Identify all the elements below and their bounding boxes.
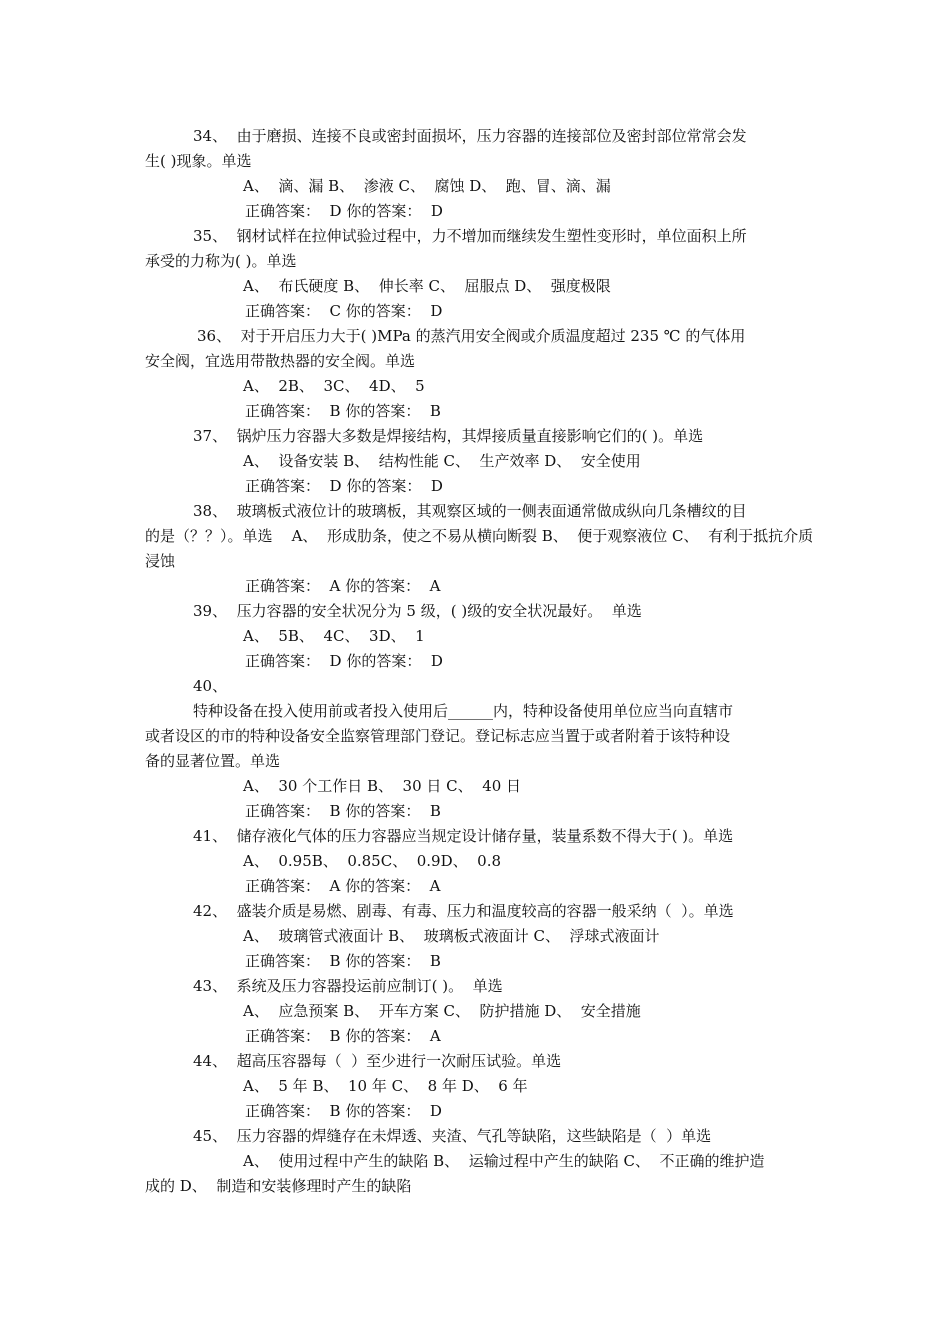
question-text [145,1124,810,1149]
question-42 [145,899,810,974]
question-stem-cont: 生( )现象。单选 [145,152,252,170]
question-options: A、 滴、漏 B、 渗液 C、 腐蚀 D、 跑、冒、滴、漏 [243,177,611,195]
question-38 [145,499,814,599]
question-stem: 压力容器的焊缝存在未焊透、夹渣、气孔等缺陷，这些缺陷是（ ）单选 [236,1127,712,1145]
answer-line: 正确答案： D 你的答案： D [245,202,443,220]
question-number: 45、 [193,1127,228,1145]
question-number: 39、 [193,602,228,620]
question-stem: 储存液化气体的压力容器应当规定设计储存量，装量系数不得大于( )。单选 [236,827,734,845]
question-text [145,224,810,249]
question-text [145,899,810,924]
question-35 [145,224,810,324]
question-stem: 对于开启压力大于( )MPa 的蒸汽用安全阀或介质温度超过 235 ℃ 的气体用 [240,327,746,345]
question-stem-cont: 或者设区的市的特种设备安全监察管理部门登记。登记标志应当置于或者附着于该特种设 [145,727,731,745]
question-stem-cont: 备的显著位置。单选 [145,752,281,770]
question-number: 37、 [193,427,228,445]
question-44 [145,1049,810,1124]
question-text [145,124,810,149]
question-number: 44、 [193,1052,228,1070]
question-list [145,124,814,1199]
question-stem: 超高压容器每（ ）至少进行一次耐压试验。单选 [236,1052,562,1070]
question-stem-cont: 承受的力称为( )。单选 [145,252,297,270]
question-text [145,824,810,849]
question-37 [145,424,810,499]
question-options: A、 2B、 3C、 4D、 5 [243,377,425,395]
question-stem: 盛装介质是易燃、剧毒、有毒、压力和温度较高的容器一般采纳（ ）。单选 [236,902,734,920]
question-number: 38、 [193,502,228,520]
question-number: 41、 [193,827,228,845]
question-stem: 特种设备在投入使用前或者投入使用后______内，特种设备使用单位应当向直辖市 [193,702,734,720]
answer-line: 正确答案： C 你的答案： D [245,302,443,320]
question-stem: 锅炉压力容器大多数是焊接结构，其焊接质量直接影响它们的( )。单选 [236,427,704,445]
question-options-cont: 浸蚀 [145,552,176,570]
question-number: 36、 [197,327,232,345]
question-options: A、 5B、 4C、 3D、 1 [243,627,425,645]
question-stem: 系统及压力容器投运前应制订( )。 单选 [236,977,503,995]
question-text [145,424,810,449]
answer-line: 正确答案： A 你的答案： A [245,577,441,595]
question-options: A、 设备安装 B、 结构性能 C、 生产效率 D、 安全使用 [243,452,641,470]
question-34 [145,124,810,224]
question-options: A、 0.95B、 0.85C、 0.9D、 0.8 [243,852,502,870]
question-text [145,599,810,624]
answer-line: 正确答案： B 你的答案： B [245,952,441,970]
question-43 [145,974,810,1049]
question-40 [145,674,810,824]
answer-line: 正确答案： B 你的答案： A [245,1027,441,1045]
question-options-cont: 成的 D、 制造和安装修理时产生的缺陷 [145,1177,412,1195]
question-stem-cont: 安全阀，宜选用带散热器的安全阀。单选 [145,352,416,370]
answer-line: 正确答案： A 你的答案： A [245,877,441,895]
question-stem-cont-text: 的是（？？）。单选 [145,527,273,545]
question-stem: 钢材试样在拉伸试验过程中，力不增加而继续发生塑性变形时，单位面积上所 [236,227,747,245]
answer-line: 正确答案： D 你的答案： D [245,652,443,670]
question-number: 43、 [193,977,228,995]
question-number: 40、 [193,677,228,695]
question-options: A、 玻璃管式液面计 B、 玻璃板式液面计 C、 浮球式液面计 [243,927,660,945]
question-number: 35、 [193,227,228,245]
question-text [145,499,810,524]
question-options: A、 5 年 B、 10 年 C、 8 年 D、 6 年 [243,1077,528,1095]
question-options: A、 使用过程中产生的缺陷 B、 运输过程中产生的缺陷 C、 不正确的维护造 [243,1152,765,1170]
question-text [145,974,810,999]
answer-line: 正确答案： B 你的答案： B [245,802,441,820]
question-45 [145,1124,810,1199]
question-stem: 压力容器的安全状况分为 5 级，( )级的安全状况最好。 单选 [236,602,642,620]
question-stem-cont [145,524,814,549]
question-text [145,1049,810,1074]
question-options: A、 30 个工作日 B、 30 日 C、 40 日 [243,777,522,795]
question-39 [145,599,810,674]
answer-line: 正确答案： B 你的答案： B [245,402,441,420]
question-number: 34、 [193,127,228,145]
question-text [145,324,810,349]
question-options: A、 布氏硬度 B、 伸长率 C、 屈服点 D、 强度极限 [243,277,611,295]
answer-line: 正确答案： B 你的答案： D [245,1102,442,1120]
question-stem: 由于磨损、连接不良或密封面损坏，压力容器的连接部位及密封部位常常会发 [236,127,747,145]
question-options: A、 应急预案 B、 开车方案 C、 防护措施 D、 安全措施 [243,1002,641,1020]
question-options: A、 形成肋条，使之不易从横向断裂 B、 便于观察液位 C、 有利于抵抗介质 [291,527,814,545]
question-number: 42、 [193,902,228,920]
question-36 [145,324,810,424]
answer-line: 正确答案： D 你的答案： D [245,477,443,495]
question-stem: 玻璃板式液位计的玻璃板，其观察区域的一侧表面通常做成纵向几条槽纹的目 [236,502,747,520]
question-41 [145,824,810,899]
